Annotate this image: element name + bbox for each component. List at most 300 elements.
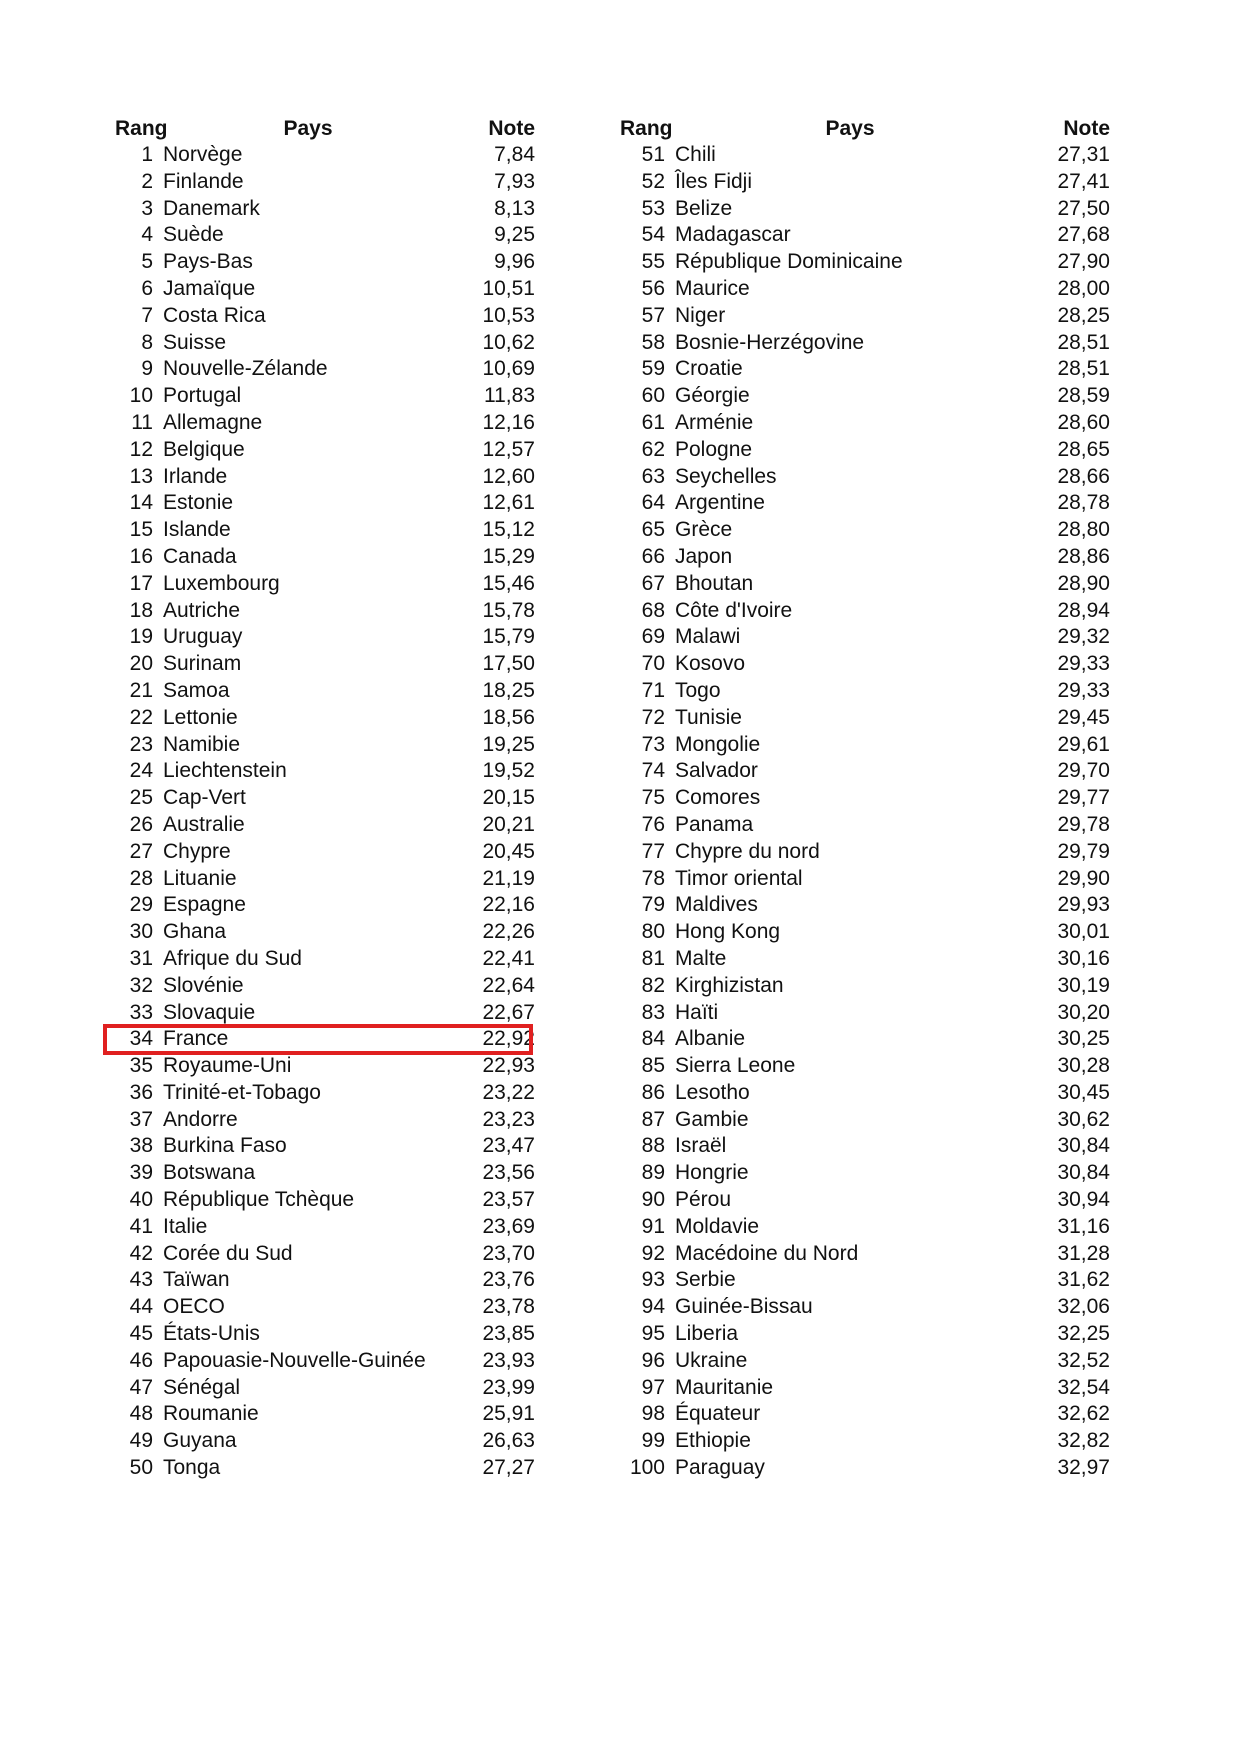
rank-cell: 43 <box>129 1268 153 1292</box>
score-cell: 30,94 <box>1057 1188 1110 1212</box>
table-row <box>115 464 535 491</box>
table-row <box>620 196 1110 223</box>
country-cell: Malte <box>675 946 727 970</box>
table-row <box>620 1348 1110 1375</box>
rank-cell: 31 <box>129 946 153 970</box>
score-cell: 22,41 <box>482 946 535 970</box>
score-cell: 22,93 <box>482 1054 535 1078</box>
country-cell: Trinité-et-Tobago <box>163 1080 321 1104</box>
country-cell: Israël <box>675 1134 727 1158</box>
country-cell: Espagne <box>163 893 246 917</box>
table-row <box>620 410 1110 437</box>
rank-cell: 83 <box>641 1000 665 1024</box>
score-cell: 29,93 <box>1057 893 1110 917</box>
country-cell: Gambie <box>675 1107 749 1131</box>
score-cell: 30,25 <box>1057 1027 1110 1051</box>
country-cell: Madagascar <box>675 223 791 247</box>
country-cell: Malawi <box>675 625 741 649</box>
score-cell: 28,51 <box>1057 357 1110 381</box>
table-row <box>115 1053 535 1080</box>
country-cell: Maurice <box>675 276 750 300</box>
score-cell: 28,66 <box>1057 464 1110 488</box>
rank-cell: 28 <box>129 866 153 890</box>
score-cell: 19,52 <box>482 759 535 783</box>
country-cell: Pays-Bas <box>163 250 253 274</box>
score-cell: 15,78 <box>482 598 535 622</box>
table-row <box>115 973 535 1000</box>
score-cell: 27,50 <box>1057 196 1110 220</box>
rank-cell: 79 <box>641 893 665 917</box>
rank-cell: 70 <box>641 652 665 676</box>
score-cell: 28,51 <box>1057 330 1110 354</box>
score-cell: 22,92 <box>482 1027 535 1051</box>
table-row <box>620 1107 1110 1134</box>
table-row <box>115 812 535 839</box>
score-cell: 18,56 <box>482 705 535 729</box>
rank-cell: 78 <box>641 866 665 890</box>
country-cell: Suède <box>163 223 224 247</box>
country-cell: Ghana <box>163 920 227 944</box>
country-cell: Croatie <box>675 357 743 381</box>
rank-cell: 7 <box>141 303 153 327</box>
score-cell: 30,20 <box>1057 1000 1110 1024</box>
score-cell: 23,69 <box>482 1214 535 1238</box>
country-cell: Tunisie <box>675 705 742 729</box>
score-cell: 18,25 <box>482 678 535 702</box>
table-row <box>115 1000 535 1027</box>
rank-cell: 71 <box>641 678 665 702</box>
country-cell: Îles Fidji <box>675 169 753 193</box>
table-row <box>115 624 535 651</box>
country-cell: Guyana <box>163 1429 237 1453</box>
rank-cell: 57 <box>641 303 665 327</box>
table-row <box>620 544 1110 571</box>
rank-cell: 53 <box>641 196 665 220</box>
country-cell: Pérou <box>675 1188 732 1212</box>
country-cell: Italie <box>163 1214 208 1238</box>
rank-cell: 36 <box>129 1080 153 1104</box>
rank-cell: 12 <box>129 437 153 461</box>
rank-cell: 90 <box>641 1188 665 1212</box>
country-cell: Comores <box>675 786 761 810</box>
score-cell: 15,46 <box>482 571 535 595</box>
country-cell: Japon <box>675 544 733 568</box>
rank-cell: 92 <box>641 1241 665 1265</box>
rank-cell: 20 <box>129 652 153 676</box>
score-cell: 22,16 <box>482 893 535 917</box>
table-row <box>620 330 1110 357</box>
country-cell: Nouvelle-Zélande <box>163 357 328 381</box>
table-row <box>115 276 535 303</box>
score-cell: 29,61 <box>1057 732 1110 756</box>
rank-cell: 73 <box>641 732 665 756</box>
score-cell: 30,28 <box>1057 1054 1110 1078</box>
country-cell: Allemagne <box>163 410 263 434</box>
score-cell: 10,51 <box>482 276 535 300</box>
score-cell: 23,57 <box>482 1188 535 1212</box>
score-cell: 30,01 <box>1057 920 1110 944</box>
rank-cell: 38 <box>129 1134 153 1158</box>
table-row <box>620 1294 1110 1321</box>
rank-cell: 33 <box>129 1000 153 1024</box>
table-row <box>115 839 535 866</box>
score-column-header: Note <box>1063 117 1110 140</box>
rank-cell: 49 <box>129 1429 153 1453</box>
country-cell: Panama <box>675 812 754 836</box>
ranking-table-right-body <box>620 142 1110 1482</box>
rank-cell: 42 <box>129 1241 153 1265</box>
country-cell: Papouasie-Nouvelle-Guinée <box>163 1348 426 1372</box>
score-cell: 20,15 <box>482 786 535 810</box>
score-cell: 25,91 <box>482 1402 535 1426</box>
score-cell: 30,62 <box>1057 1107 1110 1131</box>
table-row <box>620 705 1110 732</box>
score-cell: 29,32 <box>1057 625 1110 649</box>
rank-cell: 61 <box>641 410 665 434</box>
rank-cell: 6 <box>141 276 153 300</box>
table-row <box>620 1080 1110 1107</box>
rank-column-header: Rang <box>620 117 673 140</box>
rank-cell: 14 <box>129 491 153 515</box>
country-cell: Estonie <box>163 491 234 515</box>
table-row <box>115 1455 535 1482</box>
table-row <box>620 812 1110 839</box>
ranking-table-right <box>620 116 1110 1482</box>
score-cell: 32,06 <box>1057 1295 1110 1319</box>
country-cell: OECO <box>163 1295 225 1319</box>
score-cell: 31,62 <box>1057 1268 1110 1292</box>
rank-cell: 97 <box>641 1375 665 1399</box>
score-cell: 23,47 <box>482 1134 535 1158</box>
country-cell: Sierra Leone <box>675 1054 796 1078</box>
rank-cell: 46 <box>129 1348 153 1372</box>
score-column-header: Note <box>488 117 535 140</box>
score-cell: 20,21 <box>482 812 535 836</box>
country-cell: Belize <box>675 196 733 220</box>
rank-cell: 44 <box>129 1295 153 1319</box>
country-cell: Mauritanie <box>675 1375 774 1399</box>
score-cell: 11,83 <box>484 384 535 408</box>
table-row <box>115 866 535 893</box>
table-row <box>115 1187 535 1214</box>
score-cell: 30,84 <box>1057 1134 1110 1158</box>
country-cell: États-Unis <box>163 1322 260 1346</box>
table-row <box>115 571 535 598</box>
score-cell: 20,45 <box>482 839 535 863</box>
country-cell: Taïwan <box>163 1268 230 1292</box>
country-cell: Royaume-Uni <box>163 1054 292 1078</box>
rank-cell: 65 <box>641 518 665 542</box>
score-cell: 23,70 <box>482 1241 535 1265</box>
country-cell: Lesotho <box>675 1080 750 1104</box>
country-cell: Timor oriental <box>675 866 803 890</box>
table-row <box>115 196 535 223</box>
table-row <box>620 169 1110 196</box>
score-cell: 19,25 <box>482 732 535 756</box>
rank-cell: 64 <box>641 491 665 515</box>
table-row <box>620 1455 1110 1482</box>
table-row <box>115 544 535 571</box>
table-row <box>620 732 1110 759</box>
rank-cell: 27 <box>129 839 153 863</box>
score-cell: 22,64 <box>482 973 535 997</box>
table-row <box>620 1267 1110 1294</box>
table-row <box>115 732 535 759</box>
score-cell: 21,19 <box>482 866 535 890</box>
country-cell: Irlande <box>163 464 228 488</box>
country-cell: Hongrie <box>675 1161 749 1185</box>
country-cell: France <box>163 1027 229 1051</box>
country-cell: Grèce <box>675 518 733 542</box>
rank-cell: 60 <box>641 384 665 408</box>
score-cell: 32,25 <box>1057 1322 1110 1346</box>
rank-cell: 35 <box>129 1054 153 1078</box>
country-cell: Chypre du nord <box>675 839 820 863</box>
table-row <box>620 1375 1110 1402</box>
country-cell: Haïti <box>675 1000 719 1024</box>
score-cell: 28,78 <box>1057 491 1110 515</box>
rank-cell: 95 <box>641 1322 665 1346</box>
score-cell: 12,16 <box>482 410 535 434</box>
table-row <box>620 785 1110 812</box>
rank-cell: 9 <box>141 357 153 381</box>
score-cell: 29,78 <box>1057 812 1110 836</box>
country-cell: République Dominicaine <box>675 250 903 274</box>
table-row <box>115 1375 535 1402</box>
score-cell: 23,23 <box>482 1107 535 1131</box>
country-cell: Kirghizistan <box>675 973 784 997</box>
rank-cell: 93 <box>641 1268 665 1292</box>
rank-cell: 88 <box>641 1134 665 1158</box>
country-cell: Albanie <box>675 1027 746 1051</box>
rank-cell: 23 <box>129 732 153 756</box>
table-row <box>115 1348 535 1375</box>
table-row <box>115 785 535 812</box>
country-cell: Chypre <box>163 839 231 863</box>
score-cell: 29,33 <box>1057 652 1110 676</box>
country-cell: Salvador <box>675 759 758 783</box>
country-cell: Afrique du Sud <box>163 946 302 970</box>
score-cell: 8,13 <box>494 196 535 220</box>
rank-cell: 18 <box>129 598 153 622</box>
table-row <box>115 1401 535 1428</box>
rank-cell: 40 <box>129 1188 153 1212</box>
table-row <box>115 330 535 357</box>
score-cell: 30,45 <box>1057 1080 1110 1104</box>
rank-cell: 41 <box>129 1214 153 1238</box>
table-row <box>115 1214 535 1241</box>
table-row <box>115 410 535 437</box>
score-cell: 32,62 <box>1057 1402 1110 1426</box>
score-cell: 32,82 <box>1057 1429 1110 1453</box>
table-row <box>115 142 535 169</box>
country-cell: Macédoine du Nord <box>675 1241 859 1265</box>
country-cell: Botswana <box>163 1161 256 1185</box>
rank-cell: 56 <box>641 276 665 300</box>
rank-cell: 15 <box>129 518 153 542</box>
table-row <box>115 1107 535 1134</box>
rank-cell: 47 <box>129 1375 153 1399</box>
country-column-header: Pays <box>825 117 875 140</box>
score-cell: 27,90 <box>1057 250 1110 274</box>
table-row <box>620 839 1110 866</box>
rank-cell: 19 <box>129 625 153 649</box>
rank-cell: 91 <box>641 1214 665 1238</box>
table-row <box>620 222 1110 249</box>
country-cell: Niger <box>675 303 726 327</box>
rank-cell: 17 <box>129 571 153 595</box>
table-row <box>620 464 1110 491</box>
country-cell: Tonga <box>163 1456 221 1480</box>
rank-cell: 22 <box>129 705 153 729</box>
rank-cell: 94 <box>641 1295 665 1319</box>
table-row <box>620 1160 1110 1187</box>
table-row <box>620 303 1110 330</box>
score-cell: 10,69 <box>482 357 535 381</box>
rank-cell: 81 <box>641 946 665 970</box>
rank-cell: 25 <box>129 786 153 810</box>
score-cell: 32,52 <box>1057 1348 1110 1372</box>
rank-cell: 29 <box>129 893 153 917</box>
country-cell: Hong Kong <box>675 920 781 944</box>
rank-cell: 30 <box>129 920 153 944</box>
rank-cell: 68 <box>641 598 665 622</box>
score-cell: 9,96 <box>494 250 535 274</box>
score-cell: 7,93 <box>494 169 535 193</box>
score-cell: 23,99 <box>482 1375 535 1399</box>
country-cell: Sénégal <box>163 1375 241 1399</box>
score-cell: 27,31 <box>1057 143 1110 166</box>
rank-cell: 50 <box>129 1456 153 1480</box>
table-row <box>115 490 535 517</box>
table-row <box>115 1321 535 1348</box>
table-row <box>620 1241 1110 1268</box>
score-cell: 23,56 <box>482 1161 535 1185</box>
score-cell: 31,16 <box>1057 1214 1110 1238</box>
score-cell: 23,85 <box>482 1322 535 1346</box>
rank-column-header: Rang <box>115 117 168 140</box>
country-cell: Slovénie <box>163 973 244 997</box>
score-cell: 12,61 <box>482 491 535 515</box>
country-cell: Luxembourg <box>163 571 280 595</box>
table-row <box>115 1267 535 1294</box>
rank-cell: 39 <box>129 1161 153 1185</box>
country-cell: Andorre <box>163 1107 238 1131</box>
country-cell: Mongolie <box>675 732 761 756</box>
score-cell: 7,84 <box>494 143 535 166</box>
rank-cell: 82 <box>641 973 665 997</box>
rank-cell: 37 <box>129 1107 153 1131</box>
score-cell: 30,19 <box>1057 973 1110 997</box>
table-row <box>115 437 535 464</box>
table-row <box>115 1294 535 1321</box>
table-row <box>115 705 535 732</box>
score-cell: 28,65 <box>1057 437 1110 461</box>
country-cell: Serbie <box>675 1268 736 1292</box>
score-cell: 23,76 <box>482 1268 535 1292</box>
country-column-header: Pays <box>283 117 333 140</box>
score-cell: 28,00 <box>1057 276 1110 300</box>
score-cell: 22,26 <box>482 920 535 944</box>
rank-cell: 84 <box>641 1027 665 1051</box>
score-cell: 29,70 <box>1057 759 1110 783</box>
table-row <box>620 866 1110 893</box>
table-row <box>115 383 535 410</box>
country-cell: Ukraine <box>675 1348 748 1372</box>
score-cell: 10,62 <box>482 330 535 354</box>
rank-cell: 85 <box>641 1054 665 1078</box>
country-cell: Finlande <box>163 169 244 193</box>
table-row <box>620 1133 1110 1160</box>
country-cell: Corée du Sud <box>163 1241 293 1265</box>
rank-cell: 51 <box>641 143 665 166</box>
table-row <box>115 598 535 625</box>
country-cell: Bosnie-Herzégovine <box>675 330 865 354</box>
table-row <box>620 946 1110 973</box>
rank-cell: 99 <box>641 1429 665 1453</box>
rank-cell: 5 <box>141 250 153 274</box>
score-cell: 28,59 <box>1057 384 1110 408</box>
rank-cell: 80 <box>641 920 665 944</box>
table-row <box>620 1321 1110 1348</box>
table-row <box>115 356 535 383</box>
ranking-table-left-body <box>115 142 535 1482</box>
table-row <box>620 249 1110 276</box>
rank-cell: 45 <box>129 1322 153 1346</box>
country-cell: Samoa <box>163 678 230 702</box>
rank-cell: 74 <box>641 759 665 783</box>
score-cell: 23,22 <box>482 1080 535 1104</box>
country-cell: Chili <box>675 143 716 166</box>
table-row <box>115 1160 535 1187</box>
country-cell: Côte d'Ivoire <box>675 598 793 622</box>
table-row <box>620 571 1110 598</box>
rank-cell: 2 <box>141 169 153 193</box>
country-cell: Uruguay <box>163 625 243 649</box>
table-row <box>115 946 535 973</box>
score-cell: 17,50 <box>482 652 535 676</box>
country-cell: Maldives <box>675 893 758 917</box>
rank-cell: 63 <box>641 464 665 488</box>
table-row <box>620 517 1110 544</box>
country-cell: Danemark <box>163 196 260 220</box>
country-cell: Paraguay <box>675 1456 765 1480</box>
table-row <box>115 303 535 330</box>
table-row <box>620 973 1110 1000</box>
table-row <box>620 1187 1110 1214</box>
score-cell: 28,25 <box>1057 303 1110 327</box>
table-header-row <box>115 116 535 142</box>
table-row <box>115 222 535 249</box>
score-cell: 15,12 <box>482 518 535 542</box>
country-cell: Cap-Vert <box>163 786 246 810</box>
rank-cell: 3 <box>141 196 153 220</box>
country-cell: Burkina Faso <box>163 1134 287 1158</box>
table-row <box>620 1214 1110 1241</box>
score-cell: 10,53 <box>482 303 535 327</box>
table-row <box>620 1053 1110 1080</box>
rank-cell: 52 <box>641 169 665 193</box>
rank-cell: 69 <box>641 625 665 649</box>
rank-cell: 87 <box>641 1107 665 1131</box>
table-row <box>620 758 1110 785</box>
table-row <box>115 1133 535 1160</box>
score-cell: 28,94 <box>1057 598 1110 622</box>
country-cell: Belgique <box>163 437 245 461</box>
table-row <box>620 892 1110 919</box>
score-cell: 27,27 <box>482 1456 535 1480</box>
table-row <box>620 651 1110 678</box>
